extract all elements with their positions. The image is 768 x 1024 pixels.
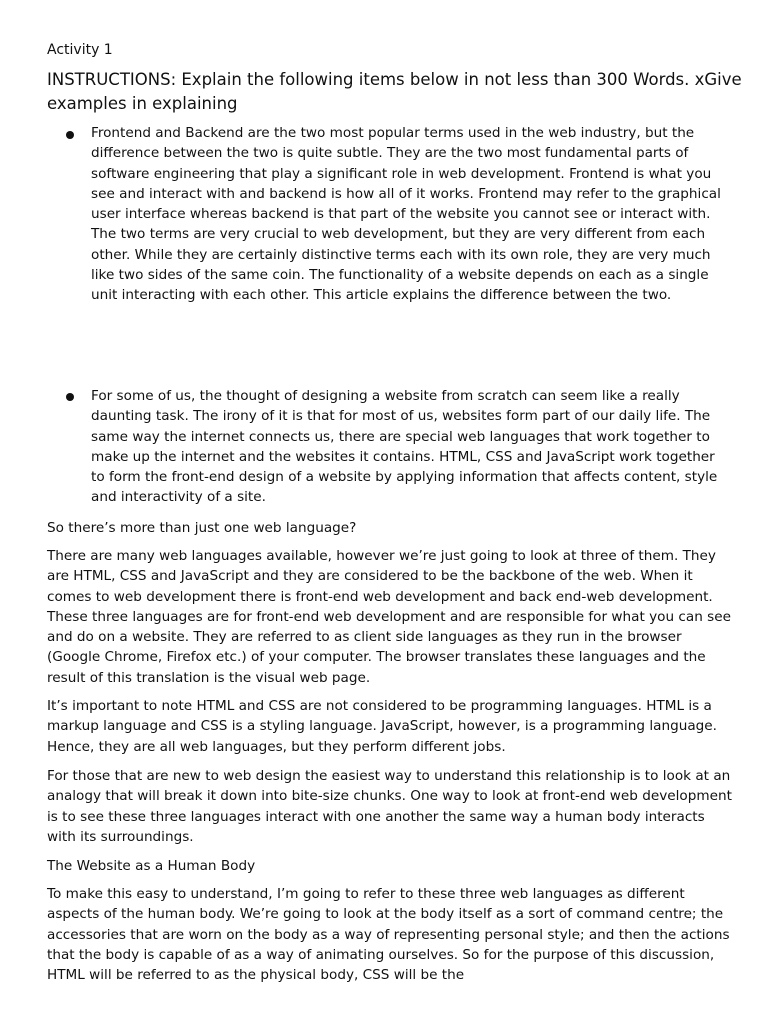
instructions-text: INSTRUCTIONS: Explain the following items below in not less than 300 Words. xGive examples in explaining (47, 70, 742, 113)
bullet-icon (66, 393, 74, 401)
paragraph-not-programming: It’s important to note HTML and CSS are not considered to be programming languages. HTML is a markup language and CSS is a styling language. JavaScript, however, is a programming language. Hence, they are all web languages, but they perform different jobs. (47, 698, 717, 755)
paragraph-web-languages: There are many web languages available, however we’re just going to look at three of them. They are HTML, CSS and JavaScript and they are considered to be the backbone of the web. When it comes to web development there is front-end web development and back end-web development. These three languages are for front-end web development and are responsible for what you can see and do on a website. They are referred to as client side languages as they run in the browser (Google Chrome, Firefox etc.) of your computer. The browser translates these languages and the result of this translation is the visual web page. (47, 548, 731, 686)
paragraph-question: So there’s more than just one web language? (47, 520, 357, 536)
activity-heading: Activity 1 (47, 42, 113, 58)
paragraph-human-body: To make this easy to understand, I’m going to refer to these three web languages as different aspects of the human body. We’re going to look at the body itself as a sort of command centre; the accessories that are worn on the body as a way of representing personal style; and then the actions that the body is capable of as a way of animating ourselves. So for the purpose of this discussion, HTML will be referred to as the physical body, CSS will be the (47, 886, 730, 984)
paragraph-analogy: For those that are new to web design the easiest way to understand this relationship is to look at an analogy that will break it down into bite-size chunks. One way to look at front-end web development is to see these three languages interact with one another the same way a human body interacts with its surroundings. (47, 768, 732, 845)
bullet-item-frontend-backend: Frontend and Backend are the two most popular terms used in the web industry, but the difference between the two is quite subtle. They are the two most fundamental parts of software engineering that play a significant role in web development. Frontend is what you see and interact with and backend is how all of it works. Frontend may refer to the graphical user interface whereas backend is that part of the website you cannot see or interact with. The two terms are very crucial to web development, but they are very different from each other. While they are certainly distinctive terms each with its own role, they are very much like two sides of the same coin. The functionality of a website depends on each as a single unit interacting with each other. This article explains the difference between the two. (91, 125, 721, 304)
bullet-icon (66, 131, 74, 139)
paragraph-subheading: The Website as a Human Body (47, 858, 256, 874)
bullet-item-web-languages: For some of us, the thought of designing a website from scratch can seem like a really daunting task. The irony of it is that for most of us, websites form part of our daily life. The same way the internet connects us, there are special web languages that work together to make up the internet and the websites it contains. HTML, CSS and JavaScript work together to form the front-end design of a website by applying information that affects content, style and interactivity of a site. (91, 388, 718, 506)
